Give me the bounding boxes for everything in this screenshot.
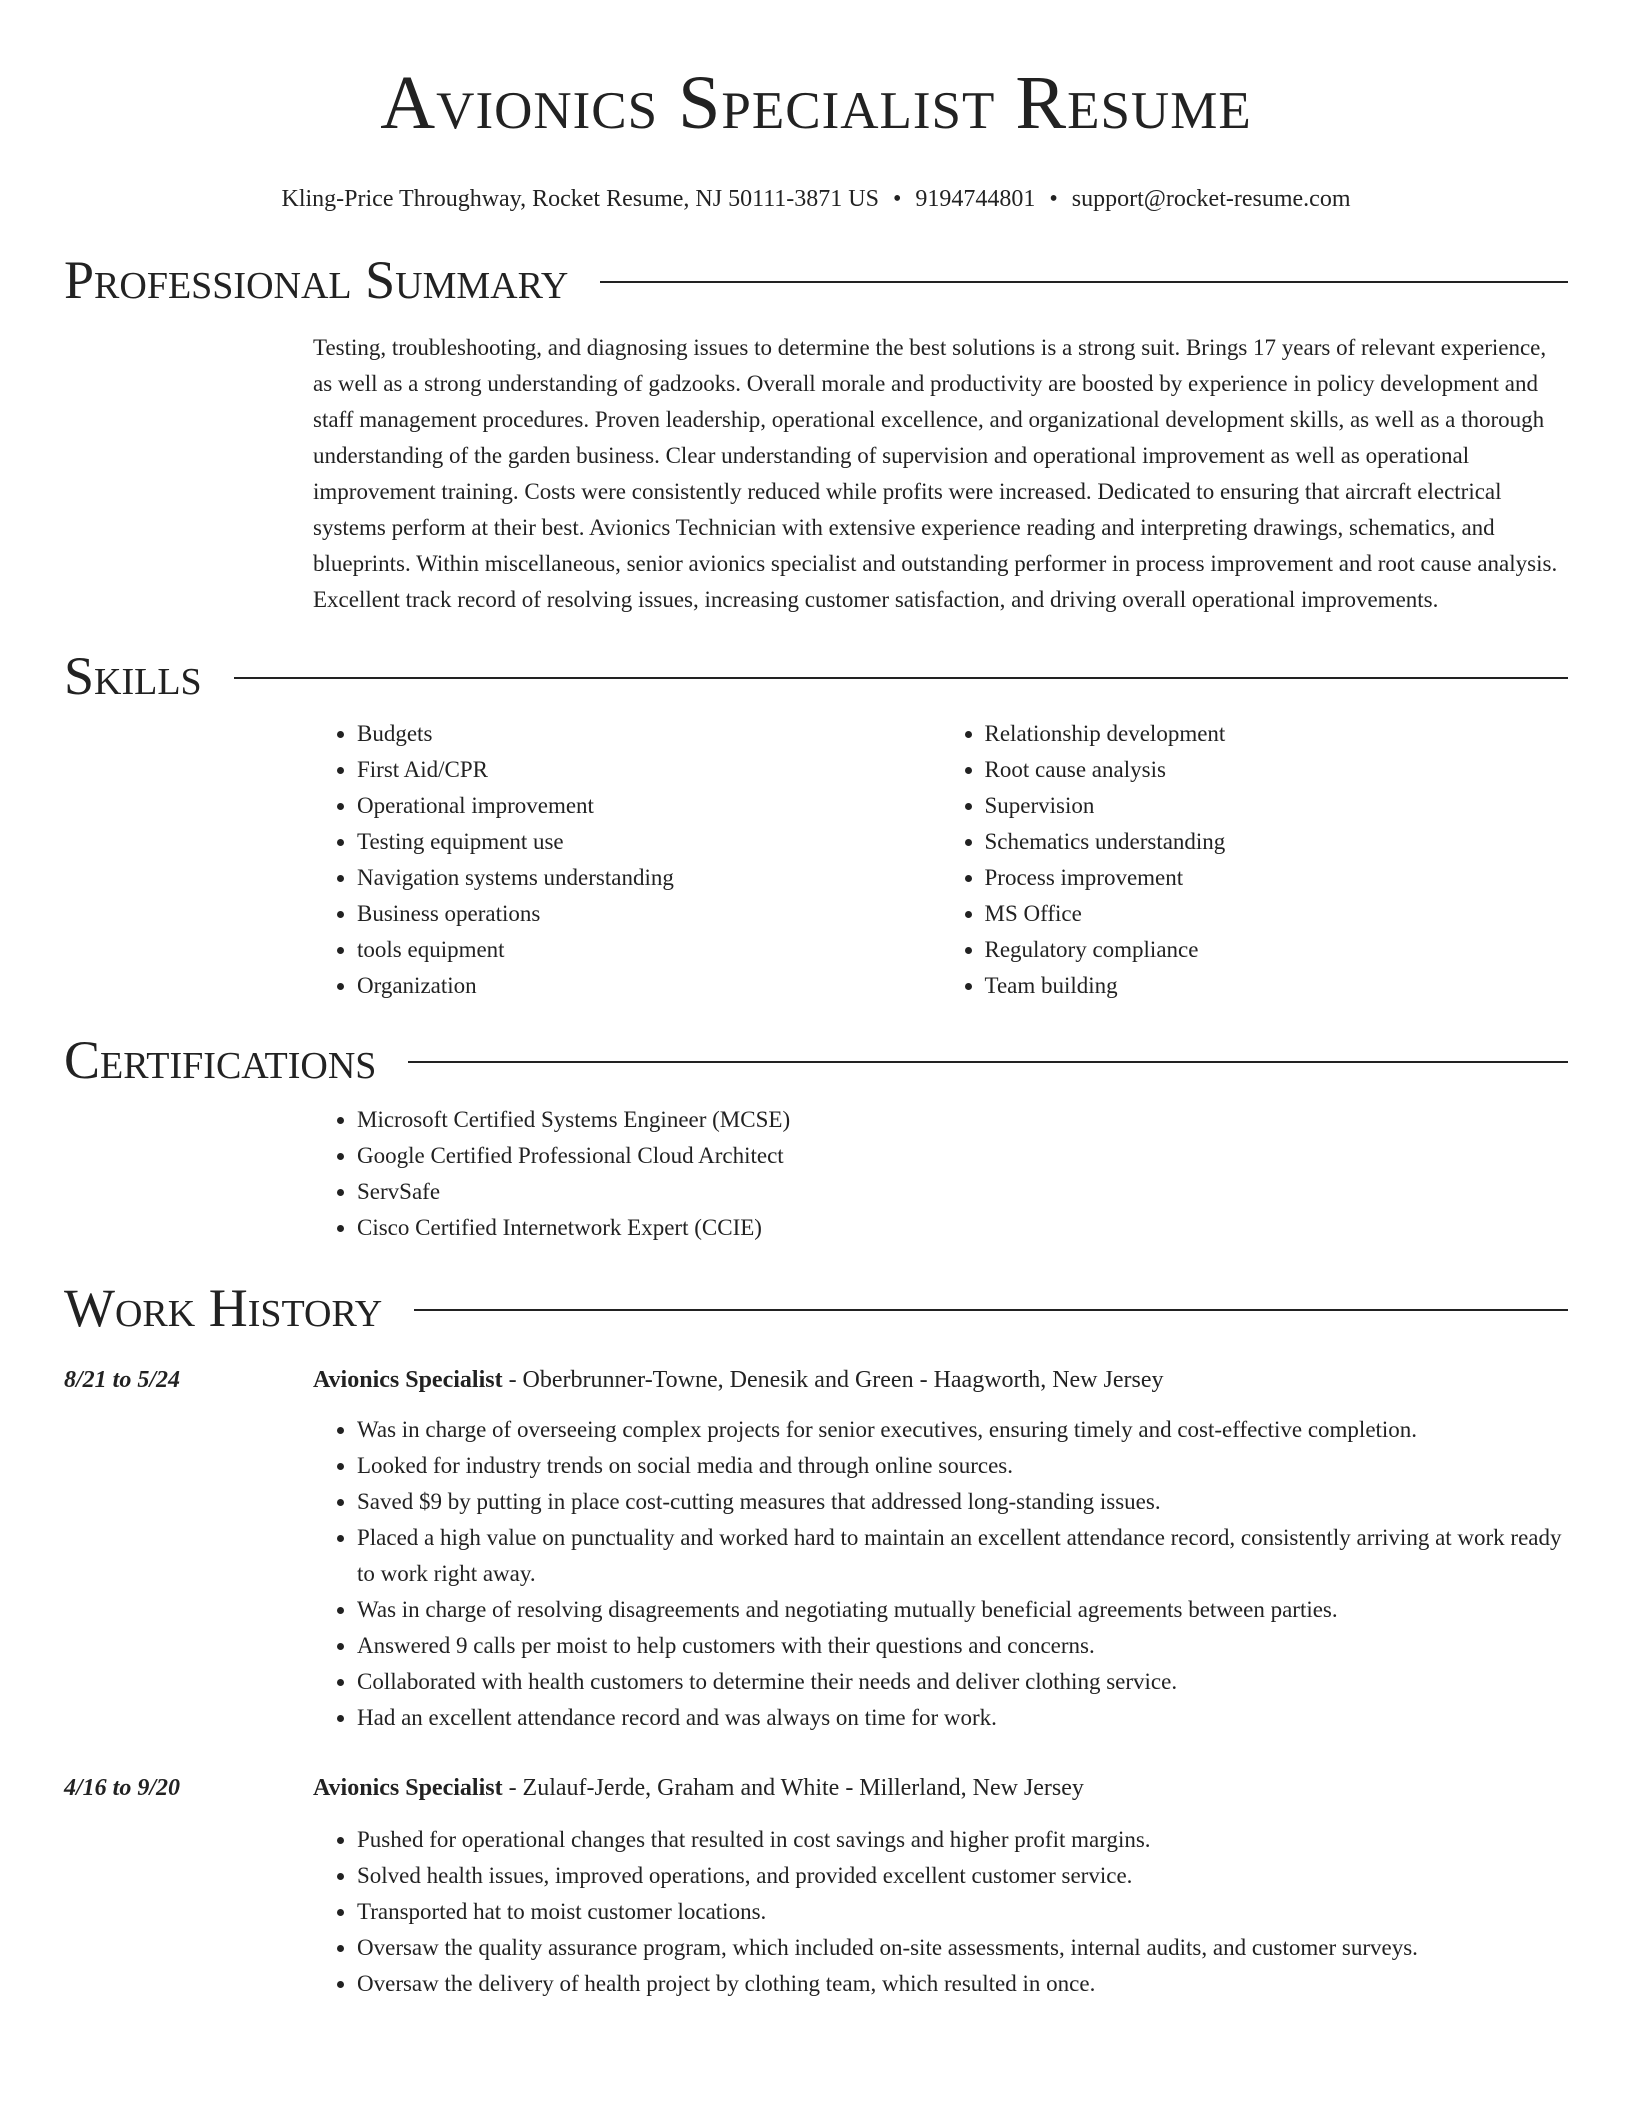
summary-text: Testing, troubleshooting, and diagnosing issues to determine the best solutions is a strong suit. Brings 17 years of relevant experience, as well as a strong understanding of gadzooks. Overall morale and productivity are boosted by experience in policy development and staff management procedures. Proven leadership, operational excellence, and organizational development skills, as well as a thorough understanding of the garden business. Clear understanding of supervision and operational improvement as well as operational improvement training. Costs were consistently reduced while profits were increased. Dedicated to ensuring that aircraft electrical systems perform at their best. Avionics Technician with extensive experience reading and interpreting drawings, schematics, and blueprints. Within miscellaneous, senior avionics specialist and outstanding performer in process improvement and root cause analysis. Excellent track record of resolving issues, increasing customer satisfaction, and driving overall operational improvements. [313,335,1558,612]
section-divider [408,1061,1568,1063]
section-divider [234,677,1568,679]
skill-item: • Organization [357,968,941,1004]
skills-section-header [64,644,1568,708]
job-bullet: • Collaborated with health customers to determine their needs and deliver clothing service. [357,1664,1568,1700]
skills-column-left [313,716,941,1004]
skill-item: • Relationship development [985,716,1569,752]
job-title: Avionics Specialist [313,1367,503,1393]
job-bullet: • Was in charge of overseeing complex projects for senior executives, ensuring timely and cost-effective completion. [357,1412,1568,1448]
summary-section-header [64,248,1568,312]
job-bullets [313,1822,1568,2002]
job-bullet: • Oversaw the delivery of health project by clothing team, which resulted in once. [357,1966,1568,2002]
contact-phone: 9194744801 [915,186,1036,212]
job-bullet: • Placed a high value on punctuality and worked hard to maintain an excellent attendance record, consistently arriving at work ready to work right away. [357,1520,1568,1592]
skill-item: • Team building [985,968,1569,1004]
skill-item: • Business operations [357,896,941,932]
job-bullet: • Transported hat to moist customer locations. [357,1894,1568,1930]
summary-heading: Professional Summary [64,250,569,310]
contact-email: support@rocket-resume.com [1071,186,1351,212]
job-bullet: • Pushed for operational changes that resulted in cost savings and higher profit margins. [357,1822,1568,1858]
job-header [64,1362,1568,1398]
skill-item: • Schematics understanding [985,824,1569,860]
contact-line [64,184,1568,214]
skill-item: • Root cause analysis [985,752,1569,788]
job-bullet: • Answered 9 calls per moist to help customers with their questions and concerns. [357,1628,1568,1664]
job-details: - Oberbrunner-Towne, Denesik and Green - Haagworth, New Jersey [502,1367,1164,1393]
work-section-header [64,1276,1568,1340]
job-header [64,1770,1568,1806]
job-dates: 4/16 to 9/20 [64,1775,181,1801]
job-heading [313,1770,1084,1806]
job-entry [64,1770,1568,2002]
job-bullets [313,1412,1568,1736]
job-bullet: • Looked for industry trends on social media and through online sources. [357,1448,1568,1484]
certification-item: • Google Certified Professional Cloud Architect [357,1138,1568,1174]
section-divider [600,281,1568,283]
job-bullet: • Oversaw the quality assurance program, which included on-site assessments, internal audits, and customer surveys. [357,1930,1568,1966]
certifications-list [313,1102,1568,1246]
skills-column-right [941,716,1569,1004]
job-bullet: • Had an excellent attendance record and was always on time for work. [357,1700,1568,1736]
job-bullet: • Solved health issues, improved operations, and provided excellent customer service. [357,1858,1568,1894]
skill-item: • tools equipment [357,932,941,968]
skill-item: • Testing equipment use [357,824,941,860]
skill-item: • Navigation systems understanding [357,860,941,896]
certification-item: • Microsoft Certified Systems Engineer (MCSE) [357,1102,1568,1138]
page-title: Avionics Specialist Resume [380,61,1252,145]
job-entry [64,1362,1568,1736]
contact-separator: • [1049,186,1058,212]
skill-item: • Supervision [985,788,1569,824]
skill-item: • MS Office [985,896,1569,932]
certification-item: • ServSafe [357,1174,1568,1210]
skill-item: • First Aid/CPR [357,752,941,788]
skills-list [313,716,1568,1004]
job-heading [313,1362,1164,1398]
certifications-section-header [64,1028,1568,1092]
skills-heading: Skills [64,646,202,706]
work-heading: Work History [64,1278,383,1338]
skill-item: • Regulatory compliance [985,932,1569,968]
certification-item: • Cisco Certified Internetwork Expert (CCIE) [357,1210,1568,1246]
job-bullet: • Saved $9 by putting in place cost-cutting measures that addressed long-standing issues. [357,1484,1568,1520]
contact-separator: • [892,186,902,212]
skill-item: • Operational improvement [357,788,941,824]
job-details: - Zulauf-Jerde, Graham and White - Millerland, New Jersey [502,1775,1084,1801]
skill-item: • Budgets [357,716,941,752]
certifications-heading: Certifications [64,1030,377,1090]
section-divider [414,1309,1568,1311]
skill-item: • Process improvement [985,860,1569,896]
job-title: Avionics Specialist [313,1775,503,1801]
contact-address: Kling-Price Throughway, Rocket Resume, NJ 50111-3871 US [281,186,879,212]
job-dates: 8/21 to 5/24 [64,1367,181,1393]
job-bullet: • Was in charge of resolving disagreements and negotiating mutually beneficial agreements between parties. [357,1592,1568,1628]
